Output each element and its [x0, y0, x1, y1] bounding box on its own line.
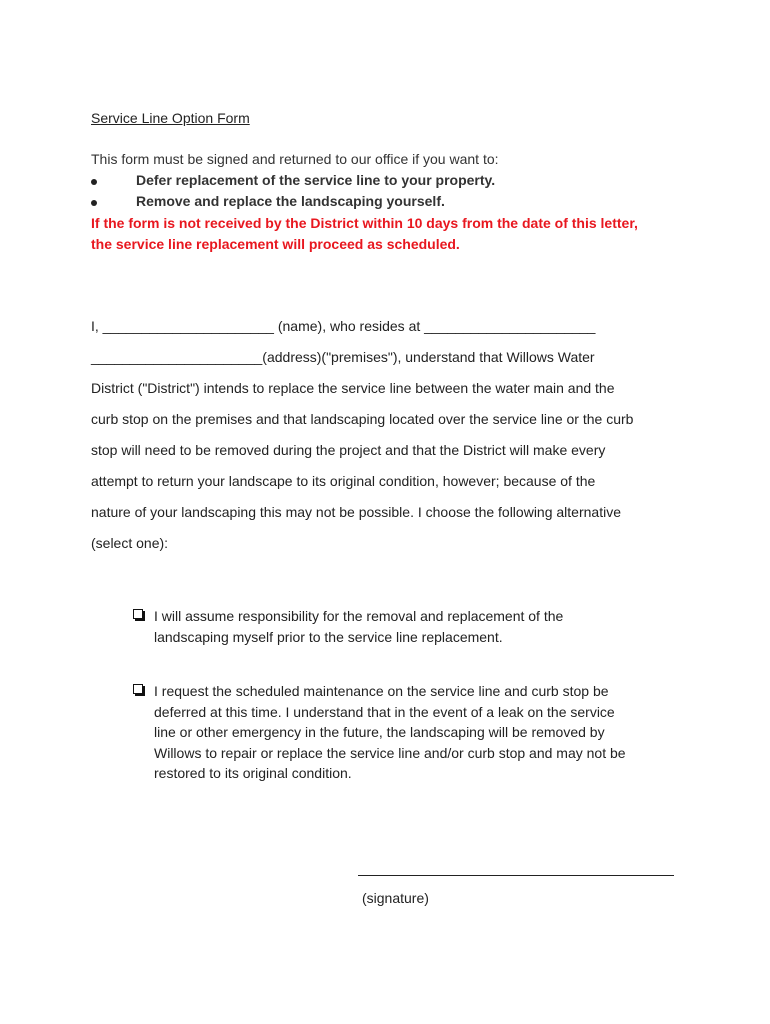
option-line: landscaping myself prior to the service line replacement. — [154, 628, 503, 645]
bullet-text: Defer replacement of the service line to your property. — [136, 172, 496, 188]
checkbox-icon[interactable] — [133, 684, 143, 694]
body-line: ______________________(address)("premises"), understand that Willows Water — [91, 349, 595, 365]
checkbox-icon[interactable] — [133, 609, 143, 619]
option-text — [154, 681, 626, 784]
option-line: Willows to repair or replace the service line and/or curb stop and may not be — [154, 744, 626, 761]
option-text — [154, 606, 563, 647]
name-address-line: I, ______________________ (name), who resides at ______________________ — [91, 318, 596, 334]
signature-label: (signature) — [362, 890, 429, 906]
signature-line[interactable] — [358, 875, 674, 876]
option-line: I request the scheduled maintenance on the service line and curb stop be — [154, 683, 609, 699]
intro-text: This form must be signed and returned to our office if you want to: — [91, 151, 499, 167]
bullet-icon — [91, 179, 97, 185]
option-line: deferred at this time. I understand that in the event of a leak on the service — [154, 703, 615, 720]
form-title: Service Line Option Form — [91, 110, 250, 126]
body-line: curb stop on the premises and that landscaping located over the service line or the curb — [91, 411, 634, 427]
option-line: line or other emergency in the future, the landscaping will be removed by — [154, 724, 605, 740]
bullet-text: Remove and replace the landscaping yourself. — [136, 193, 445, 209]
body-line: (select one): — [91, 535, 169, 551]
bullet-icon — [91, 200, 97, 206]
warning-line: the service line replacement will proceed as scheduled. — [91, 236, 460, 252]
body-line: stop will need to be removed during the project and that the District will make every — [91, 442, 606, 458]
deadline-warning — [91, 213, 731, 255]
body-line: attempt to return your landscape to its original condition, however; because of the — [91, 473, 596, 489]
body-line: nature of your landscaping this may not be possible. I choose the following alternative — [91, 504, 621, 520]
option-line: restored to its original condition. — [154, 765, 352, 781]
warning-line: If the form is not received by the District within 10 days from the date of this letter, — [91, 215, 638, 231]
option-line: I will assume responsibility for the removal and replacement of the — [154, 608, 564, 624]
body-line: District ("District") intends to replace the service line between the water main and the — [91, 380, 615, 396]
